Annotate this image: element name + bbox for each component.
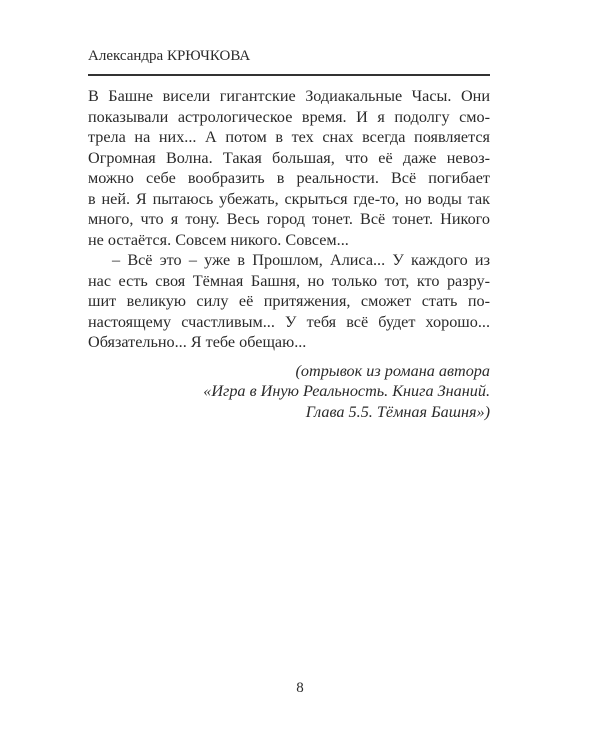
text-line: не остаётся. Совсем никого. Совсем... [88, 230, 349, 249]
text-line: шит великую силу её притяжения, сможет стать по- [88, 292, 490, 310]
text-line: трела на них... А потом в тех снах всегда появляется [88, 128, 490, 146]
paragraph [88, 250, 490, 353]
header-rule [88, 74, 490, 76]
text-line: настоящему счастливым... У тебя всё будет хорошо... [88, 312, 490, 331]
text-line: в ней. Я пытаюсь убежать, скрыться где-то, но воды так [88, 189, 490, 208]
text-line: В Башне висели гигантские Зодиакальные Часы. Они [88, 87, 490, 105]
citation [88, 361, 490, 423]
page-number: 8 [296, 680, 304, 696]
text-line: – Всё это – уже в Прошлом, Алиса... У каждого из [112, 251, 490, 269]
text-line: Обязательно... Я тебе обещаю... [88, 333, 307, 351]
citation-line: Глава 5.5. Тёмная Башня») [305, 402, 490, 421]
page-body [88, 86, 490, 422]
text-line: нас есть своя Тёмная Башня, но только тот, кто разру- [88, 271, 490, 290]
text-line: показывали астрологическое время. И я подолгу смо- [88, 107, 490, 126]
text-line: можно себе вообразить в реальности. Всё погибает [88, 169, 490, 187]
citation-line: «Игра в Иную Реальность. Книга Знаний. [203, 382, 490, 400]
text-line: Огромная Волна. Такая большая, что её даже невоз- [88, 148, 490, 167]
running-header-author: Александра КРЮЧКОВА [88, 48, 251, 64]
text-line: много, что я тону. Весь город тонет. Всё тонет. Никого [88, 210, 490, 228]
paragraph [88, 86, 490, 250]
citation-line: (отрывок из романа автора [295, 361, 490, 380]
